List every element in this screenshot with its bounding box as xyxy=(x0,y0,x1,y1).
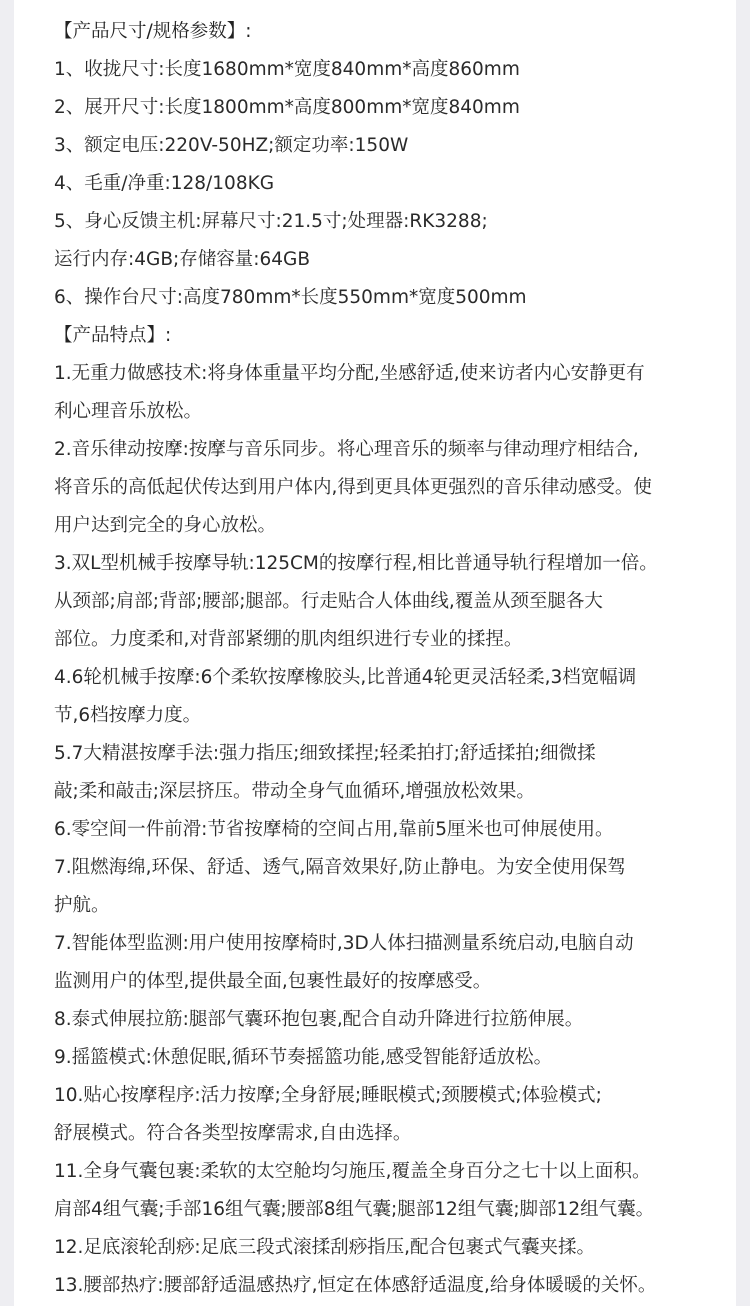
features-list xyxy=(54,355,734,1305)
spec-line: 3、额定电压:220V-50HZ;额定功率:150W xyxy=(54,135,409,156)
feature-line: 节,6档按摩力度。 xyxy=(54,705,202,726)
feature-line: 将音乐的高低起伏传达到用户体内,得到更具体更强烈的音乐律动感受。使 xyxy=(54,477,652,498)
feature-line: 8.泰式伸展拉筋:腿部气囊环抱包裹,配合自动升降进行拉筋伸展。 xyxy=(54,1009,584,1030)
feature-line: 13.腰部热疗:腰部舒适温感热疗,恒定在体感舒适温度,给身体暖暖的关怀。 xyxy=(54,1275,657,1296)
feature-line: 肩部4组气囊;手部16组气囊;腰部8组气囊;腿部12组气囊;脚部12组气囊。 xyxy=(54,1199,655,1220)
spec-line: 5、身心反馈主机:屏幕尺寸:21.5寸;处理器:RK3288; xyxy=(54,211,488,232)
spec-line: 6、操作台尺寸:高度780mm*长度550mm*宽度500mm xyxy=(54,287,527,308)
feature-line: 部位。力度柔和,对背部紧绷的肌肉组织进行专业的揉捏。 xyxy=(54,629,523,650)
feature-line: 11.全身气囊包裹:柔软的太空舱均匀施压,覆盖全身百分之七十以上面积。 xyxy=(54,1161,651,1182)
feature-line: 5.7大精湛按摩手法:强力指压;细致揉捏;轻柔拍打;舒适揉拍;细微揉 xyxy=(54,743,596,764)
feature-line: 9.摇篮模式:休憩促眠,循环节奏摇篮功能,感受智能舒适放松。 xyxy=(54,1047,553,1068)
feature-line: 护航。 xyxy=(54,895,110,916)
feature-line: 10.贴心按摩程序:活力按摩;全身舒展;睡眠模式;颈腰模式;体验模式; xyxy=(54,1085,602,1106)
feature-line: 2.音乐律动按摩:按摩与音乐同步。将心理音乐的频率与律动理疗相结合, xyxy=(54,439,639,460)
feature-line: 从颈部;肩部;背部;腰部;腿部。行走贴合人体曲线,覆盖从颈至腿各大 xyxy=(54,591,603,612)
feature-line: 1.无重力做感技术:将身体重量平均分配,坐感舒适,使来访者内心安静更有 xyxy=(54,363,645,384)
spec-line: 运行内存:4GB;存储容量:64GB xyxy=(54,249,311,270)
feature-line: 7.阻燃海绵,环保、舒适、透气,隔音效果好,防止静电。为安全使用保驾 xyxy=(54,857,626,878)
product-description xyxy=(54,13,734,1305)
feature-line: 4.6轮机械手按摩:6个柔软按摩橡胶头,比普通4轮更灵活轻柔,3档宽幅调 xyxy=(54,667,637,688)
specs-list xyxy=(54,51,734,317)
feature-line: 舒展模式。符合各类型按摩需求,自由选择。 xyxy=(54,1123,412,1144)
feature-line: 7.智能体型监测:用户使用按摩椅时,3D人体扫描测量系统启动,电脑自动 xyxy=(54,933,634,954)
feature-line: 敲;柔和敲击;深层挤压。带动全身气血循环,增强放松效果。 xyxy=(54,781,535,802)
feature-line: 12.足底滚轮刮痧:足底三段式滚揉刮痧指压,配合包裹式气囊夹揉。 xyxy=(54,1237,596,1258)
feature-line: 3.双L型机械手按摩导轨:125CM的按摩行程,相比普通导轨行程增加一倍。 xyxy=(54,553,658,574)
feature-line: 6.零空间一件前滑:节省按摩椅的空间占用,靠前5厘米也可伸展使用。 xyxy=(54,819,614,840)
feature-line: 用户达到完全的身心放松。 xyxy=(54,515,277,536)
spec-line: 2、展开尺寸:长度1800mm*高度800mm*宽度840mm xyxy=(54,97,520,118)
specs-heading: 【产品尺寸/规格参数】: xyxy=(54,21,252,42)
spec-line: 4、毛重/净重:128/108KG xyxy=(54,173,275,194)
feature-line: 监测用户的体型,提供最全面,包裹性最好的按摩感受。 xyxy=(54,971,492,992)
spec-line: 1、收拢尺寸:长度1680mm*宽度840mm*高度860mm xyxy=(54,59,520,80)
feature-line: 利心理音乐放松。 xyxy=(54,401,203,422)
features-heading: 【产品特点】: xyxy=(54,325,172,346)
